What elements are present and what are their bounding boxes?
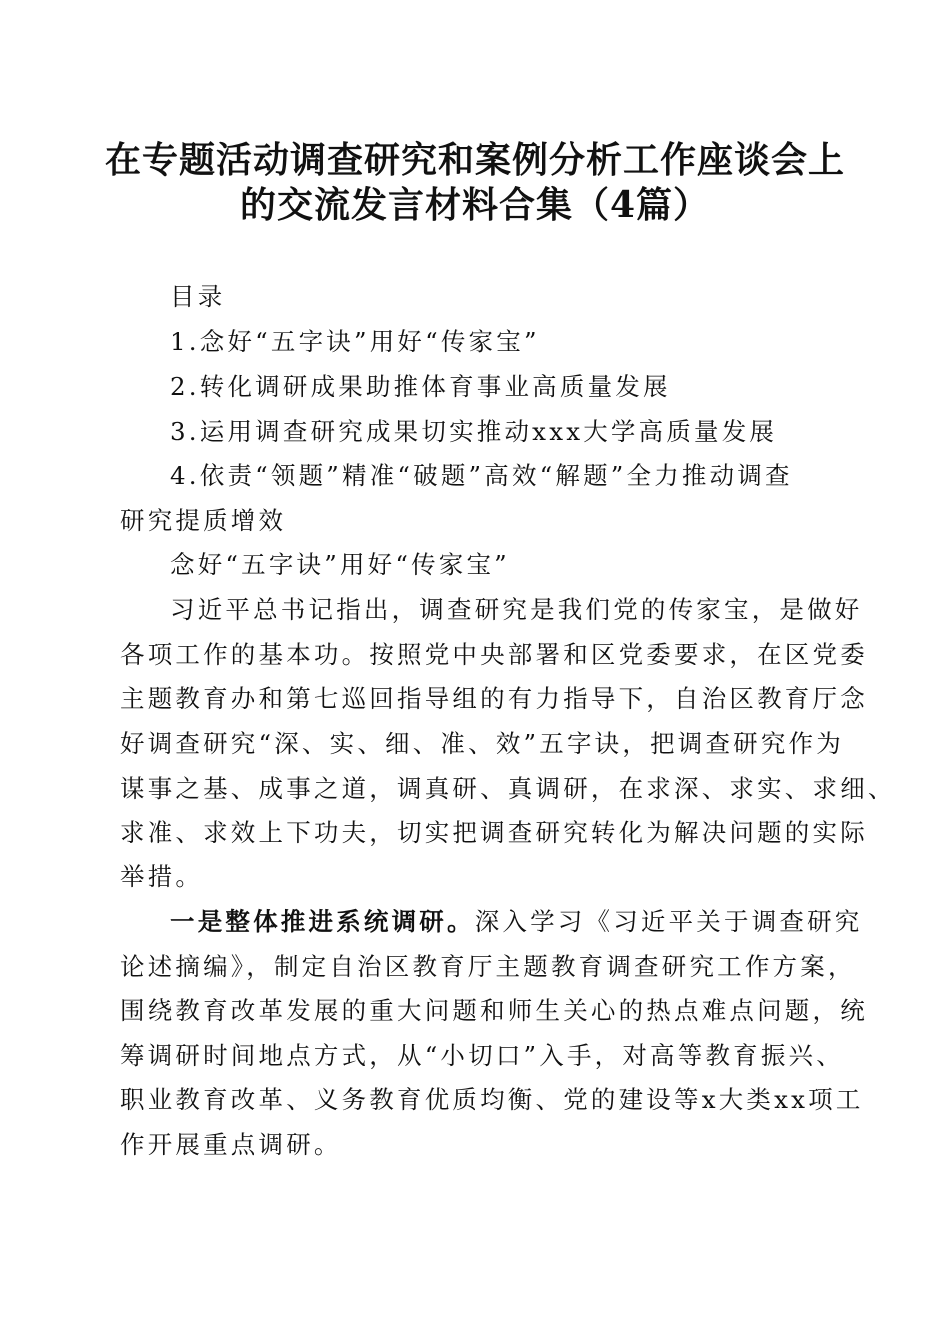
document-title-line-1: 在专题活动调查研究和案例分析工作座谈会上 xyxy=(104,139,845,181)
paragraph-2-lead: 一是整体推进系统调研。 xyxy=(170,907,475,936)
paragraph-2-line-1 xyxy=(170,907,863,937)
toc-item-1: 1.念好“五字诀”用好“传家宝” xyxy=(170,327,540,356)
paragraph-2-line-6: 作开展重点调研。 xyxy=(120,1130,342,1159)
toc-item-2: 2.转化调研成果助推体育事业高质量发展 xyxy=(170,372,671,401)
paragraph-1-line-2: 各项工作的基本功。按照党中央部署和区党委要求，在区党委 xyxy=(120,640,868,669)
paragraph-1-line-4: 好调查研究“深、实、细、准、效”五字诀，把调查研究作为 xyxy=(120,729,844,758)
paragraph-2-line-5: 职业教育改革、义务教育优质均衡、党的建设等x大类xx项工 xyxy=(120,1085,864,1114)
paragraph-1-line-6: 求准、求效上下功夫，切实把调查研究转化为解决问题的实际 xyxy=(120,818,868,847)
toc-heading: 目录 xyxy=(170,282,226,311)
toc-item-4-continuation: 研究提质增效 xyxy=(120,506,287,535)
paragraph-2-line-4: 筹调研时间地点方式，从“小切口”入手，对高等教育振兴、 xyxy=(120,1041,844,1070)
toc-item-4: 4.依责“领题”精准“破题”高效“解题”全力推动调查 xyxy=(170,461,793,490)
paragraph-2-first-text: 深入学习《习近平关于调查研究 xyxy=(474,907,863,936)
paragraph-1-line-7: 举措。 xyxy=(120,862,204,891)
paragraph-2-line-2: 论述摘编》，制定自治区教育厅主题教育调查研究工作方案， xyxy=(120,952,856,981)
document-title-line-2: 的交流发言材料合集（4篇） xyxy=(239,184,711,226)
paragraph-1-line-3: 主题教育办和第七巡回指导组的有力指导下，自治区教育厅念 xyxy=(120,684,868,713)
toc-item-3: 3.运用调查研究成果切实推动xxx大学高质量发展 xyxy=(170,417,778,446)
section-title: 念好“五字诀”用好“传家宝” xyxy=(170,550,510,579)
paragraph-1-line-5: 谋事之基、成事之道，调真研、真调研，在求深、求实、求细、 xyxy=(120,774,896,803)
paragraph-1-line-1: 习近平总书记指出，调查研究是我们党的传家宝，是做好 xyxy=(170,595,863,624)
paragraph-2-line-3: 围绕教育改革发展的重大问题和师生关心的热点难点问题，统 xyxy=(120,996,868,1025)
